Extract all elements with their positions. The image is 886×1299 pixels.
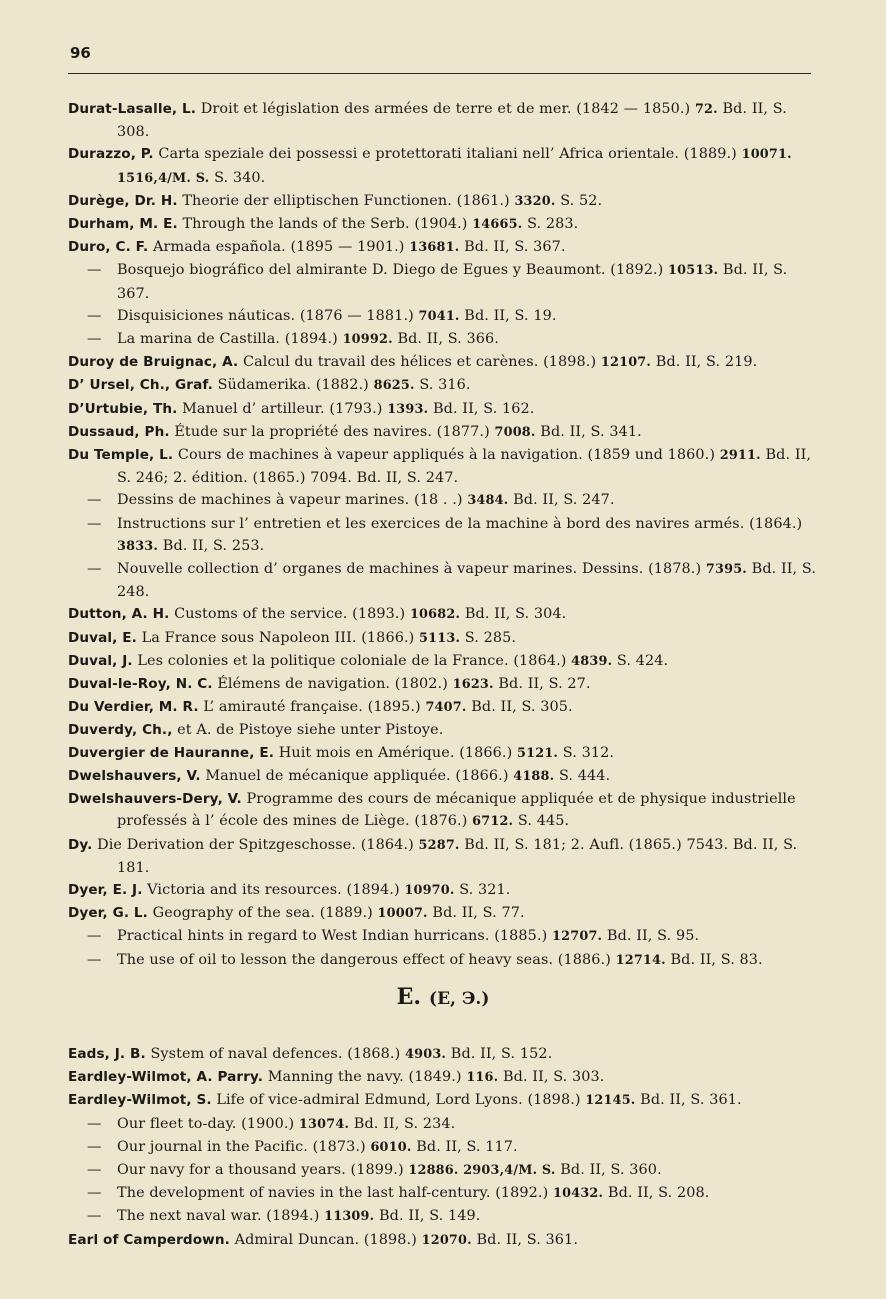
entry-author: D’ Ursel, Ch., Graf. — [68, 377, 213, 394]
entry-title: Admiral Duncan. (1898.) — [234, 1231, 417, 1248]
entry-number: 10071. 1516,4/M. S. — [117, 147, 792, 186]
entry-reference: Bd. II, S. 367. — [117, 262, 788, 302]
entry-author: Durège, Dr. H. — [68, 192, 178, 209]
continuation-dash: — — [87, 331, 102, 348]
bibliography-entry — [68, 558, 818, 603]
entry-author: Durat-Lasalle, L. — [68, 101, 197, 117]
entry-number: 8625. — [373, 378, 415, 394]
bibliography-entry — [68, 305, 818, 328]
continuation-dash: — — [87, 928, 102, 945]
entry-author: Dyer, E. J. — [68, 881, 143, 898]
entry-title: et A. de Pistoye siehe unter — [177, 722, 381, 739]
entry-reference: Bd. II, S. 95. — [606, 928, 700, 945]
entry-number: 1393. — [387, 401, 429, 417]
section-letter: E. — [396, 984, 422, 1010]
entry-author: Durham, M. E. — [68, 216, 178, 233]
bibliography-entry — [68, 788, 818, 833]
entry-number: 12145. — [585, 1093, 636, 1109]
entry-reference: S. 340. — [214, 169, 266, 186]
entry-author: Dwelshauvers, V. — [68, 767, 201, 784]
entry-reference: Bd. II, S. 247. — [513, 492, 615, 509]
entry-title: Programme des cours de mécanique appliquée et de physique industrielle professés à l’ école des mines de Liège. (1876.) — [117, 791, 796, 830]
bibliography-entry — [68, 444, 818, 489]
entry-number: 10432. — [553, 1186, 604, 1202]
entry-reference: Bd. II, S. 360. — [560, 1162, 662, 1179]
entry-title: Manning the navy. (1849.) — [267, 1069, 462, 1086]
bibliography-entry — [68, 902, 818, 925]
entry-title: Manuel de mécanique appliquée. (1866.) — [205, 767, 509, 784]
entry-reference: S. 321. — [459, 881, 511, 898]
continuation-dash: — — [87, 1138, 102, 1155]
entry-number: 2911. — [719, 448, 761, 464]
bibliography-entry — [68, 925, 818, 948]
entry-number: 7041. — [418, 308, 460, 324]
entry-number: 4188. — [513, 768, 555, 784]
bibliography-entry — [68, 765, 818, 788]
continuation-dash: — — [87, 561, 102, 578]
entry-number: 7407. — [425, 700, 467, 716]
entry-author: Eardley-Wilmot, S. — [68, 1092, 212, 1109]
continuation-dash: — — [87, 492, 102, 509]
entry-number: 7395. — [705, 562, 747, 578]
bibliography-entry — [68, 1043, 818, 1066]
entry-reference: S. 444. — [558, 767, 611, 784]
bibliography-entry — [68, 374, 818, 397]
entry-reference: Bd. II, S. 361. — [476, 1231, 578, 1248]
entry-author: Eardley-Wilmot, A. Parry. — [68, 1069, 264, 1086]
entry-number: 5287. — [418, 837, 460, 853]
entry-author: Duroy de Bruignac, A. — [68, 354, 239, 371]
section-subtitle: (E, Э.) — [429, 989, 490, 1009]
entry-author: D’Urtubie, Th. — [68, 400, 178, 417]
bibliography-entry — [68, 742, 818, 765]
bibliography-entry — [68, 190, 818, 213]
bibliography-entry — [68, 719, 818, 741]
continuation-dash: — — [87, 1115, 102, 1132]
entry-title: Manuel d’ artilleur. (1793.) — [182, 400, 383, 417]
entry-title: Disquisiciones náuticas. (1876 — 1881.) — [117, 307, 414, 324]
entry-reference: Bd. II, S. 83. — [670, 951, 763, 968]
continuation-dash: — — [87, 262, 102, 279]
entry-reference: Bd. II, S. 208. — [607, 1185, 710, 1202]
bibliography-entry — [68, 328, 818, 351]
entry-title: Calcul du travail des hélices et carènes. (1898.) — [242, 354, 597, 371]
entry-number: 5113. — [419, 630, 461, 646]
entry-number: 10682. — [409, 607, 461, 623]
bibliography-entry — [68, 259, 818, 304]
entry-reference: Bd. II, S. 366. — [397, 331, 499, 348]
bibliography-entry — [68, 1182, 818, 1205]
entry-title: The development of navies in the last half-century. (1892.) — [117, 1185, 549, 1202]
entry-title: Huit mois en Amérique. (1866.) — [278, 744, 513, 761]
bibliography-entry — [68, 673, 818, 696]
entry-title: Our journal in the Pacific. (1873.) — [117, 1138, 366, 1155]
entry-reference: Bd. II, S. 234. — [353, 1115, 456, 1132]
continuation-dash: — — [87, 1208, 102, 1225]
entry-title: L’ amirauté française. (1895.) — [203, 699, 421, 716]
entry-reference: Bd. II, S. 117. — [416, 1138, 518, 1155]
entry-author: Duverdy, Ch., — [68, 722, 173, 739]
entry-reference: S. 316. — [419, 377, 471, 394]
entry-reference: Bd. II, S. 27. — [498, 676, 591, 693]
entry-number: 12707. — [552, 929, 603, 945]
entry-author: Duro, C. F. — [68, 239, 149, 256]
entry-author: Dutton, A. H. — [68, 606, 170, 623]
entry-title: Our navy for a thousand years. (1899.) — [117, 1162, 404, 1179]
entry-author: Duval-le-Roy, N. C. — [68, 676, 213, 693]
entry-title: The use of oil to lesson the dangerous effect of heavy seas. (1886.) — [117, 951, 611, 968]
entry-number: 10992. — [342, 332, 393, 348]
entry-title: Customs of the service. (1893.) — [174, 606, 406, 623]
bibliography-entry — [68, 603, 818, 626]
entry-number: 12714. — [615, 952, 666, 968]
entry-number: 72. — [694, 102, 718, 117]
entry-title: Südamerika. (1882.) — [217, 377, 369, 394]
entry-number: 14665. — [472, 217, 523, 233]
bibliography-entry — [68, 1113, 818, 1136]
entry-number: 1623. — [452, 677, 494, 693]
entry-reference: Bd. II, S. 248. — [117, 561, 817, 601]
continuation-dash: — — [87, 951, 102, 968]
entry-reference: Bd. II, S. 162. — [432, 400, 535, 417]
entry-number: 3320. — [514, 193, 556, 209]
bibliography-entry — [68, 1229, 818, 1252]
entry-number: 13074. — [298, 1116, 350, 1132]
header-rule — [68, 73, 811, 74]
entry-reference: Bd. II, S. 361. — [640, 1092, 742, 1109]
bibliography-entry — [68, 351, 818, 374]
bibliography-entry — [68, 513, 818, 558]
entry-title: Les colonies et la politique coloniale de la France. (1864.) — [137, 652, 567, 669]
entry-author: Eads, J. B. — [68, 1046, 146, 1062]
entry-reference: Pistoye. — [385, 722, 444, 739]
entry-number: 4903. — [405, 1047, 447, 1062]
entry-title: Nouvelle collection d’ organes de machines à vapeur marines. Dessins. (1878.) — [117, 561, 702, 578]
entry-reference: Bd. II, S. 367. — [464, 239, 566, 256]
entry-title: Life of vice-admiral Edmund, Lord Lyons. (1898.) — [216, 1092, 581, 1109]
entry-list-d — [68, 98, 818, 972]
entry-title: Geography of the sea. (1889.) — [152, 905, 373, 922]
entry-list-e — [68, 1043, 818, 1252]
bibliography-entry — [68, 213, 818, 236]
entry-reference: Bd. II, S. 246; 2. édition. (1865.) 7094. Bd. II, S. 247. — [117, 447, 812, 487]
entry-title: Bosquejo biográfico del almirante D. Diego de Egues y Beaumont. (1892.) — [117, 262, 664, 279]
entry-title: Practical hints in regard to West Indian hurricans. (1885.) — [117, 928, 548, 945]
bibliography-entry — [68, 1159, 818, 1182]
entry-reference: S. 424. — [616, 652, 669, 669]
entry-title: La marina de Castilla. (1894.) — [117, 331, 338, 348]
entry-reference: S. 445. — [517, 813, 570, 830]
entry-number: 116. — [466, 1070, 499, 1086]
entry-number: 10513. — [668, 263, 719, 279]
entry-title: Dessins de machines à vapeur marines. (18 . .) — [117, 492, 463, 509]
bibliography-entry — [68, 650, 818, 673]
entry-reference: Bd. II, S. 19. — [464, 307, 557, 324]
entry-reference: Bd. II, S. 77. — [432, 905, 525, 922]
entry-author: Duval, E. — [68, 629, 137, 646]
entry-title: System of naval defences. (1868.) — [150, 1046, 401, 1062]
bibliography-entry — [68, 1066, 818, 1089]
entry-author: Durazzo, P. — [68, 146, 154, 163]
bibliography-entry — [68, 834, 818, 879]
entry-author: Dwelshauvers-Dery, V. — [68, 791, 242, 808]
bibliography-entry — [68, 98, 818, 143]
entry-reference: Bd. II, S. 308. — [117, 101, 787, 141]
entry-number: 12070. — [421, 1232, 472, 1248]
entry-number: 6712. — [472, 814, 514, 830]
entry-reference: S. 283. — [527, 216, 579, 233]
continuation-dash: — — [87, 1185, 102, 1202]
entry-title: Victoria and its resources. (1894.) — [147, 881, 400, 898]
entry-number: 3484. — [467, 493, 509, 509]
entry-reference: Bd. II, S. 149. — [378, 1208, 481, 1225]
entry-title: Cours de machines à vapeur appliqués à la navigation. (1859 und 1860.) — [177, 447, 716, 464]
entry-reference: S. 312. — [562, 744, 615, 761]
bibliography-entry — [68, 1089, 818, 1112]
entry-reference: Bd. II, S. 219. — [655, 354, 758, 371]
entry-author: Duvergier de Hauranne, E. — [68, 744, 275, 761]
entry-title: Carta speziale dei possessi e protettorati italiani nell’ Africa orientale. (1889.) — [158, 146, 737, 163]
entry-number: 11309. — [324, 1209, 375, 1225]
entry-title: Instructions sur l’ entretien et les exercices de la machine à bord des navires armés. (1864.) — [117, 515, 803, 532]
bibliography-entry — [68, 236, 818, 259]
entry-title: Droit et législation des armées de terre et de mer. (1842 — 1850.) — [200, 101, 691, 117]
bibliography-entry — [68, 489, 818, 512]
entry-author: Duval, J. — [68, 652, 133, 669]
page-number: 96 — [70, 44, 91, 62]
entry-number: 12107. — [600, 355, 652, 371]
bibliography-entry — [68, 949, 818, 972]
entry-title: Theorie der elliptischen Functionen. (1861.) — [182, 192, 510, 209]
entry-title: Die Derivation der Spitzgeschosse. (1864.) — [97, 836, 414, 853]
continuation-dash: — — [87, 1162, 102, 1179]
entry-title: Étude sur la propriété des navires. (1877.) — [174, 423, 490, 440]
entry-reference: S. 52. — [560, 192, 603, 209]
bibliography-entry — [68, 1136, 818, 1159]
entry-reference: Bd. II, S. 341. — [540, 423, 642, 440]
entry-author: Du Verdier, M. R. — [68, 699, 199, 716]
entry-reference: Bd. II, S. 303. — [502, 1069, 605, 1086]
entry-title: Through the lands of the Serb. (1904.) — [182, 216, 468, 233]
entry-number: 10970. — [404, 882, 455, 898]
entry-reference: Bd. II, S. 305. — [471, 699, 573, 716]
entry-number: 7008. — [494, 424, 536, 440]
entry-reference: Bd. II, S. 253. — [162, 537, 265, 554]
continuation-dash: — — [87, 307, 102, 324]
entry-number: 6010. — [370, 1139, 412, 1155]
entry-author: Dyer, G. L. — [68, 905, 148, 922]
bibliography-entry — [68, 696, 818, 719]
entry-title: Élémens de navigation. (1802.) — [217, 676, 448, 693]
bibliography-entry — [68, 627, 818, 650]
bibliography-entry — [68, 143, 818, 189]
entry-author: Du Temple, L. — [68, 447, 174, 464]
entry-title: La France sous Napoleon III. (1866.) — [141, 629, 415, 646]
bibliography-entry — [68, 421, 818, 444]
entry-number: 4839. — [571, 653, 613, 669]
entry-reference: Bd. II, S. 152. — [450, 1046, 553, 1062]
entry-reference: S. 285. — [464, 629, 517, 646]
entry-reference: Bd. II, S. 304. — [464, 606, 567, 623]
entry-reference: Bd. II, S. 181; 2. Aufl. (1865.) 7543. Bd. II, S. 181. — [117, 836, 798, 876]
entry-author: Earl of Camperdown. — [68, 1231, 230, 1248]
entry-number: 5121. — [517, 745, 559, 761]
entry-number: 10007. — [377, 906, 428, 922]
entry-number: 12886. 2903,4/M. S. — [408, 1163, 556, 1179]
entry-title: Armada española. (1895 — 1901.) — [153, 239, 405, 256]
entry-author: Dussaud, Ph. — [68, 423, 170, 440]
bibliography-entry — [68, 879, 818, 902]
entry-title: Our fleet to-day. (1900.) — [117, 1115, 295, 1132]
section-heading — [0, 984, 886, 1010]
entry-author: Dy. — [68, 836, 93, 853]
entry-number: 13681. — [409, 240, 460, 256]
entry-title: The next naval war. (1894.) — [117, 1208, 320, 1225]
bibliography-entry — [68, 398, 818, 421]
continuation-dash: — — [87, 515, 102, 532]
bibliography-entry — [68, 1205, 818, 1228]
entry-number: 3833. — [117, 538, 159, 554]
